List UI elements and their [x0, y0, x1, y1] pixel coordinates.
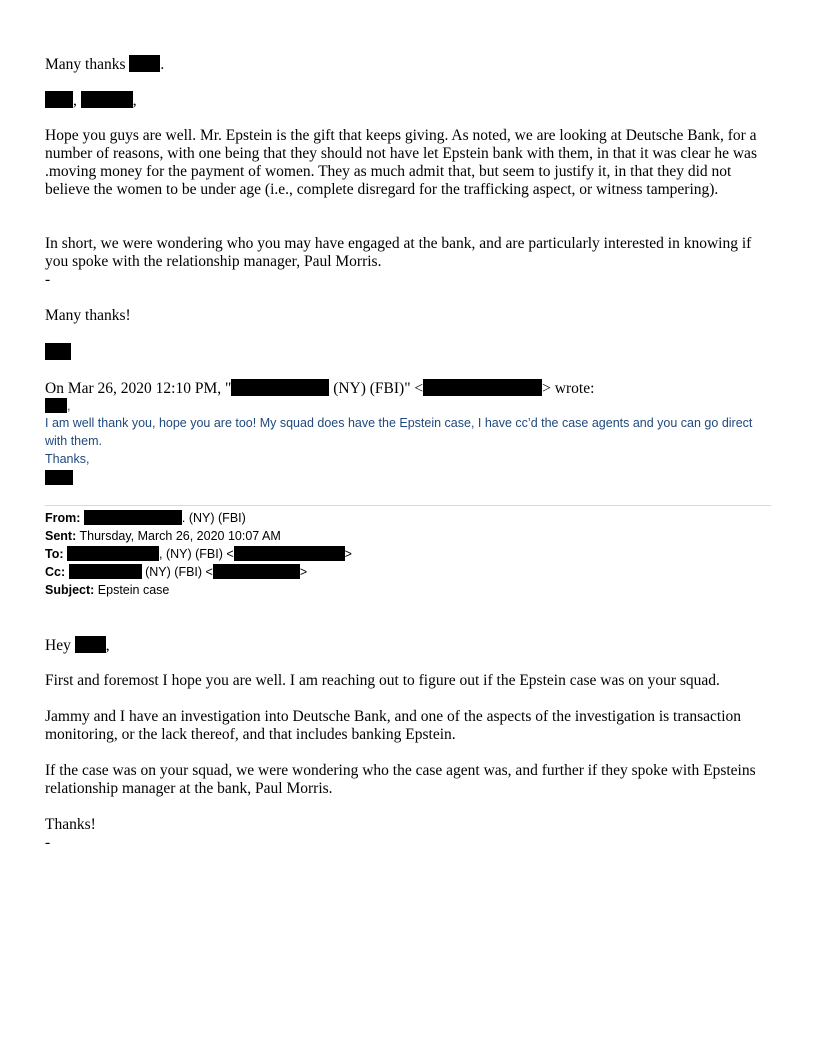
fbi-reply-salutation [45, 397, 70, 415]
salutation-sep: , [73, 92, 77, 109]
original-paragraph-3: If the case was on your squad, we were wondering who the case agent was, and further if they spoke with Epsteins relationship manager at the bank, Paul Morris. [45, 762, 756, 797]
to-value: , (NY) (FBI) < [159, 547, 234, 561]
reply-paragraph-1: Hope you guys are well. Mr. Epstein is the gift that keeps giving. As noted, we are looking at Deutsche Bank, for a number of reasons, with one being that they should not have let Epstein bank with them, in that it was clear he was .moving money for the payment of women. They as much admit that, but seem to justify it, in that they did not believe the women to be under age (i.e., complete disregard for the trafficking aspect, or witness tampering). [45, 127, 757, 198]
redaction-box [129, 55, 160, 72]
fbi-reply-comma: , [67, 399, 71, 413]
original-paragraph-1: First and foremost I hope you are well. I am reaching out to figure out if the Epstein case was on your squad. [45, 672, 720, 689]
subject-label: Subject: [45, 583, 95, 597]
redaction-box [45, 91, 73, 108]
redaction-box [213, 564, 300, 579]
to-end: > [344, 547, 352, 561]
cc-end: > [299, 565, 308, 579]
from-line [45, 509, 246, 527]
reply-dash: - [45, 271, 51, 288]
original-thanks: Thanks! [45, 816, 96, 833]
greeting-punct: . [160, 56, 165, 73]
redaction-box [423, 379, 542, 396]
redaction-box [231, 379, 329, 396]
from-label: From: [45, 511, 81, 525]
redaction-box [81, 91, 133, 108]
sent-label: Sent: [45, 529, 77, 543]
original-greeting-text: Hey [45, 637, 71, 654]
fbi-reply-body: I am well thank you, hope you are too! My squad does have the Epstein case, I have cc’d the case agents and you can go direct with them. [45, 416, 753, 448]
fbi-signature-redaction [45, 470, 73, 485]
cc-value: (NY) (FBI) < [141, 565, 213, 579]
redaction-box [84, 510, 182, 525]
signature-redaction [45, 343, 71, 360]
from-value: . (NY) (FBI) [181, 511, 246, 525]
salutation-end: , [132, 92, 137, 109]
redaction-box [69, 564, 142, 579]
redaction-box [75, 636, 106, 653]
greeting-text: Many thanks [45, 56, 126, 73]
sent-line [45, 527, 281, 545]
to-label: To: [45, 547, 64, 561]
quote-header-mid: (NY) (FBI)" < [329, 380, 424, 397]
quote-header-suffix: > wrote: [542, 380, 595, 397]
original-paragraph-2: Jammy and I have an investigation into Deutsche Bank, and one of the aspects of the investigation is transaction monitoring, or the lack thereof, and that includes banking Epstein. [45, 708, 742, 743]
greeting-line [45, 55, 164, 74]
subject-value: Epstein case [97, 583, 170, 597]
subject-line [45, 581, 169, 599]
redaction-box [67, 546, 159, 561]
original-greeting [45, 636, 110, 655]
to-line [45, 545, 352, 563]
cc-label: Cc: [45, 565, 66, 579]
cc-line [45, 563, 307, 581]
fbi-reply-thanks: Thanks, [45, 452, 90, 466]
sent-value: Thursday, March 26, 2020 10:07 AM [79, 529, 281, 543]
redaction-box [234, 546, 345, 561]
original-dash: - [45, 834, 51, 851]
reply-closing: Many thanks! [45, 307, 131, 324]
quote-header [45, 379, 594, 398]
salutation-line [45, 91, 137, 110]
original-greeting-punct: , [105, 637, 110, 654]
reply-paragraph-2: In short, we were wondering who you may have engaged at the bank, and are particularly interested in knowing if you spoke with the relationship manager, Paul Morris. [45, 235, 752, 270]
divider [45, 505, 771, 506]
quote-header-prefix: On Mar 26, 2020 12:10 PM, " [45, 380, 232, 397]
redaction-box [45, 398, 67, 413]
